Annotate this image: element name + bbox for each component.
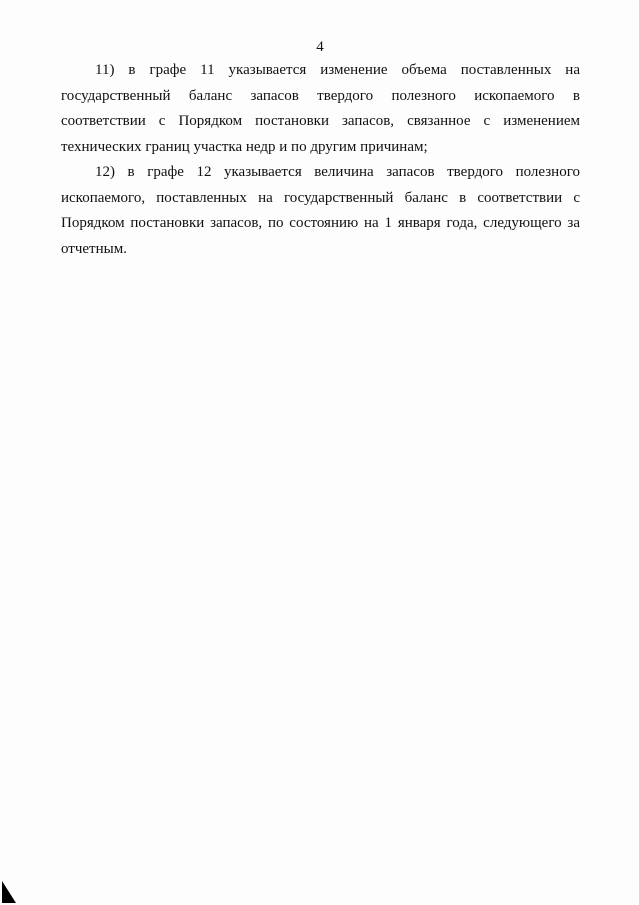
scan-corner-mark-icon [2, 881, 16, 903]
page-number: 4 [316, 39, 324, 55]
paragraph-item-12: 12) в графе 12 указывается величина запасов твердого полезного ископаемого, поставленных на государственный баланс в соответствии с Порядком постановки запасов, по состоянию на 1 января года, следующего за отчетным. [61, 164, 580, 257]
paragraph-item-11: 11) в графе 11 указывается изменение объема поставленных на государственный баланс запасов твердого полезного ископаемого в соответствии с Порядком постановки запасов, связанное с изменением технических границ участка недр и по другим причинам; [61, 62, 580, 155]
document-body [61, 58, 580, 262]
